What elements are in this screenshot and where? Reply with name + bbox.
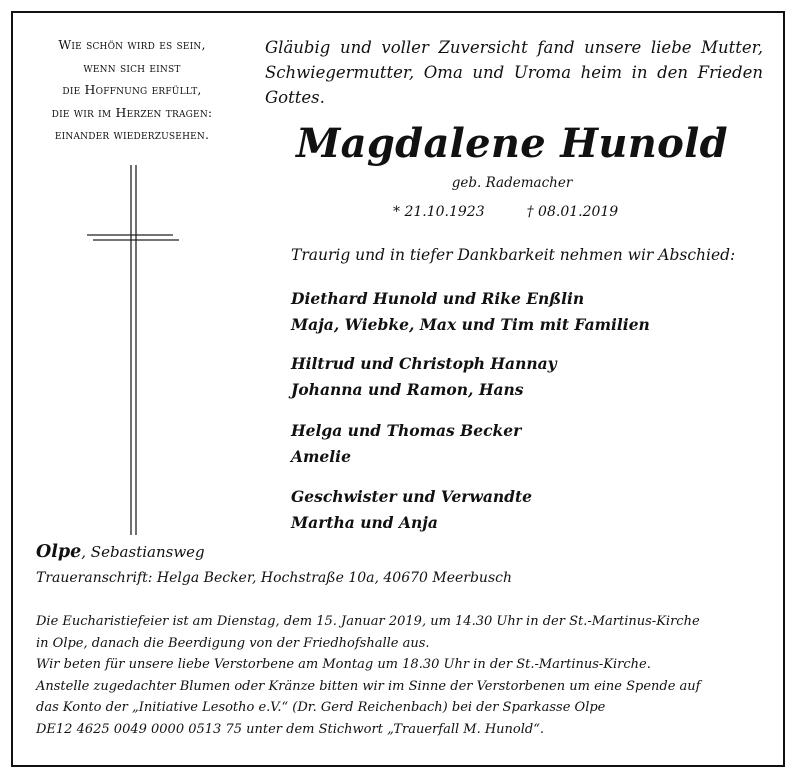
info-line: das Konto der „Initiative Lesotho e.V.“ (Dr. Gerd Reichenbach) bei der Sparkasse Olpe	[36, 700, 606, 715]
family-group	[291, 418, 521, 470]
family-group	[291, 351, 557, 403]
family-line: Amelie	[291, 447, 351, 466]
mourning-address: Traueranschrift: Helga Becker, Hochstraße 10a, 40670 Meerbusch	[36, 570, 512, 586]
family-line: Johanna und Ramon, Hans	[291, 380, 524, 399]
place-city: Olpe	[36, 542, 82, 562]
intro-text: Gläubig und voller Zuversicht fand unsere liebe Mutter, Schwiegermutter, Oma und Uroma heim in den Frieden Gottes.	[265, 38, 763, 107]
info-line: Anstelle zugedachter Blumen oder Kränze bitten wir im Sinne der Verstorbenen um eine Spende auf	[36, 678, 701, 694]
poem-line: die Hoffnung erfüllt,	[62, 82, 202, 97]
family-group	[291, 484, 532, 536]
death-date: † 08.01.2019	[526, 204, 619, 220]
mourning-line: Traurig und in tiefer Dankbarkeit nehmen wir Abschied:	[291, 246, 736, 264]
cross-icon	[85, 160, 185, 545]
family-line: Hiltrud und Christoph Hannay	[291, 354, 557, 373]
family-line: Maja, Wiebke, Max und Tim mit Familien	[291, 315, 650, 334]
poem-line: wenn sich einst	[83, 59, 181, 75]
family-line: Diethard Hunold und Rike Enßlin	[291, 289, 585, 308]
poem	[22, 34, 242, 147]
service-info	[36, 611, 764, 740]
family-line: Geschwister und Verwandte	[291, 487, 532, 506]
poem-line: Wie schön wird es sein,	[58, 37, 206, 52]
family-line: Martha und Anja	[291, 513, 438, 532]
info-line: in Olpe, danach die Beerdigung von der Friedhofshalle aus.	[36, 635, 430, 651]
birth-date: * 21.10.1923	[393, 204, 485, 220]
poem-line: einander wiederzusehen.	[54, 127, 210, 142]
born-name: geb. Rademacher	[451, 175, 573, 191]
place-street: , Sebastiansweg	[81, 543, 205, 561]
life-dates	[393, 204, 618, 220]
family-line: Helga und Thomas Becker	[291, 421, 522, 440]
info-line: Wir beten für unsere liebe Verstorbene am Montag um 18.30 Uhr in der St.-Martinus-Kirche.	[36, 657, 651, 672]
family-group	[291, 286, 650, 338]
poem-line: die wir im Herzen tragen:	[51, 104, 213, 120]
info-line: Die Eucharistiefeier ist am Dienstag, dem 15. Januar 2019, um 14.30 Uhr in der St.-Martinus-Kirche	[36, 614, 700, 629]
info-line: DE12 4625 0049 0000 0513 75 unter dem Stichwort „Trauerfall M. Hunold“.	[36, 721, 545, 737]
place	[36, 542, 205, 562]
deceased-name: Magdalene Hunold	[296, 120, 728, 167]
